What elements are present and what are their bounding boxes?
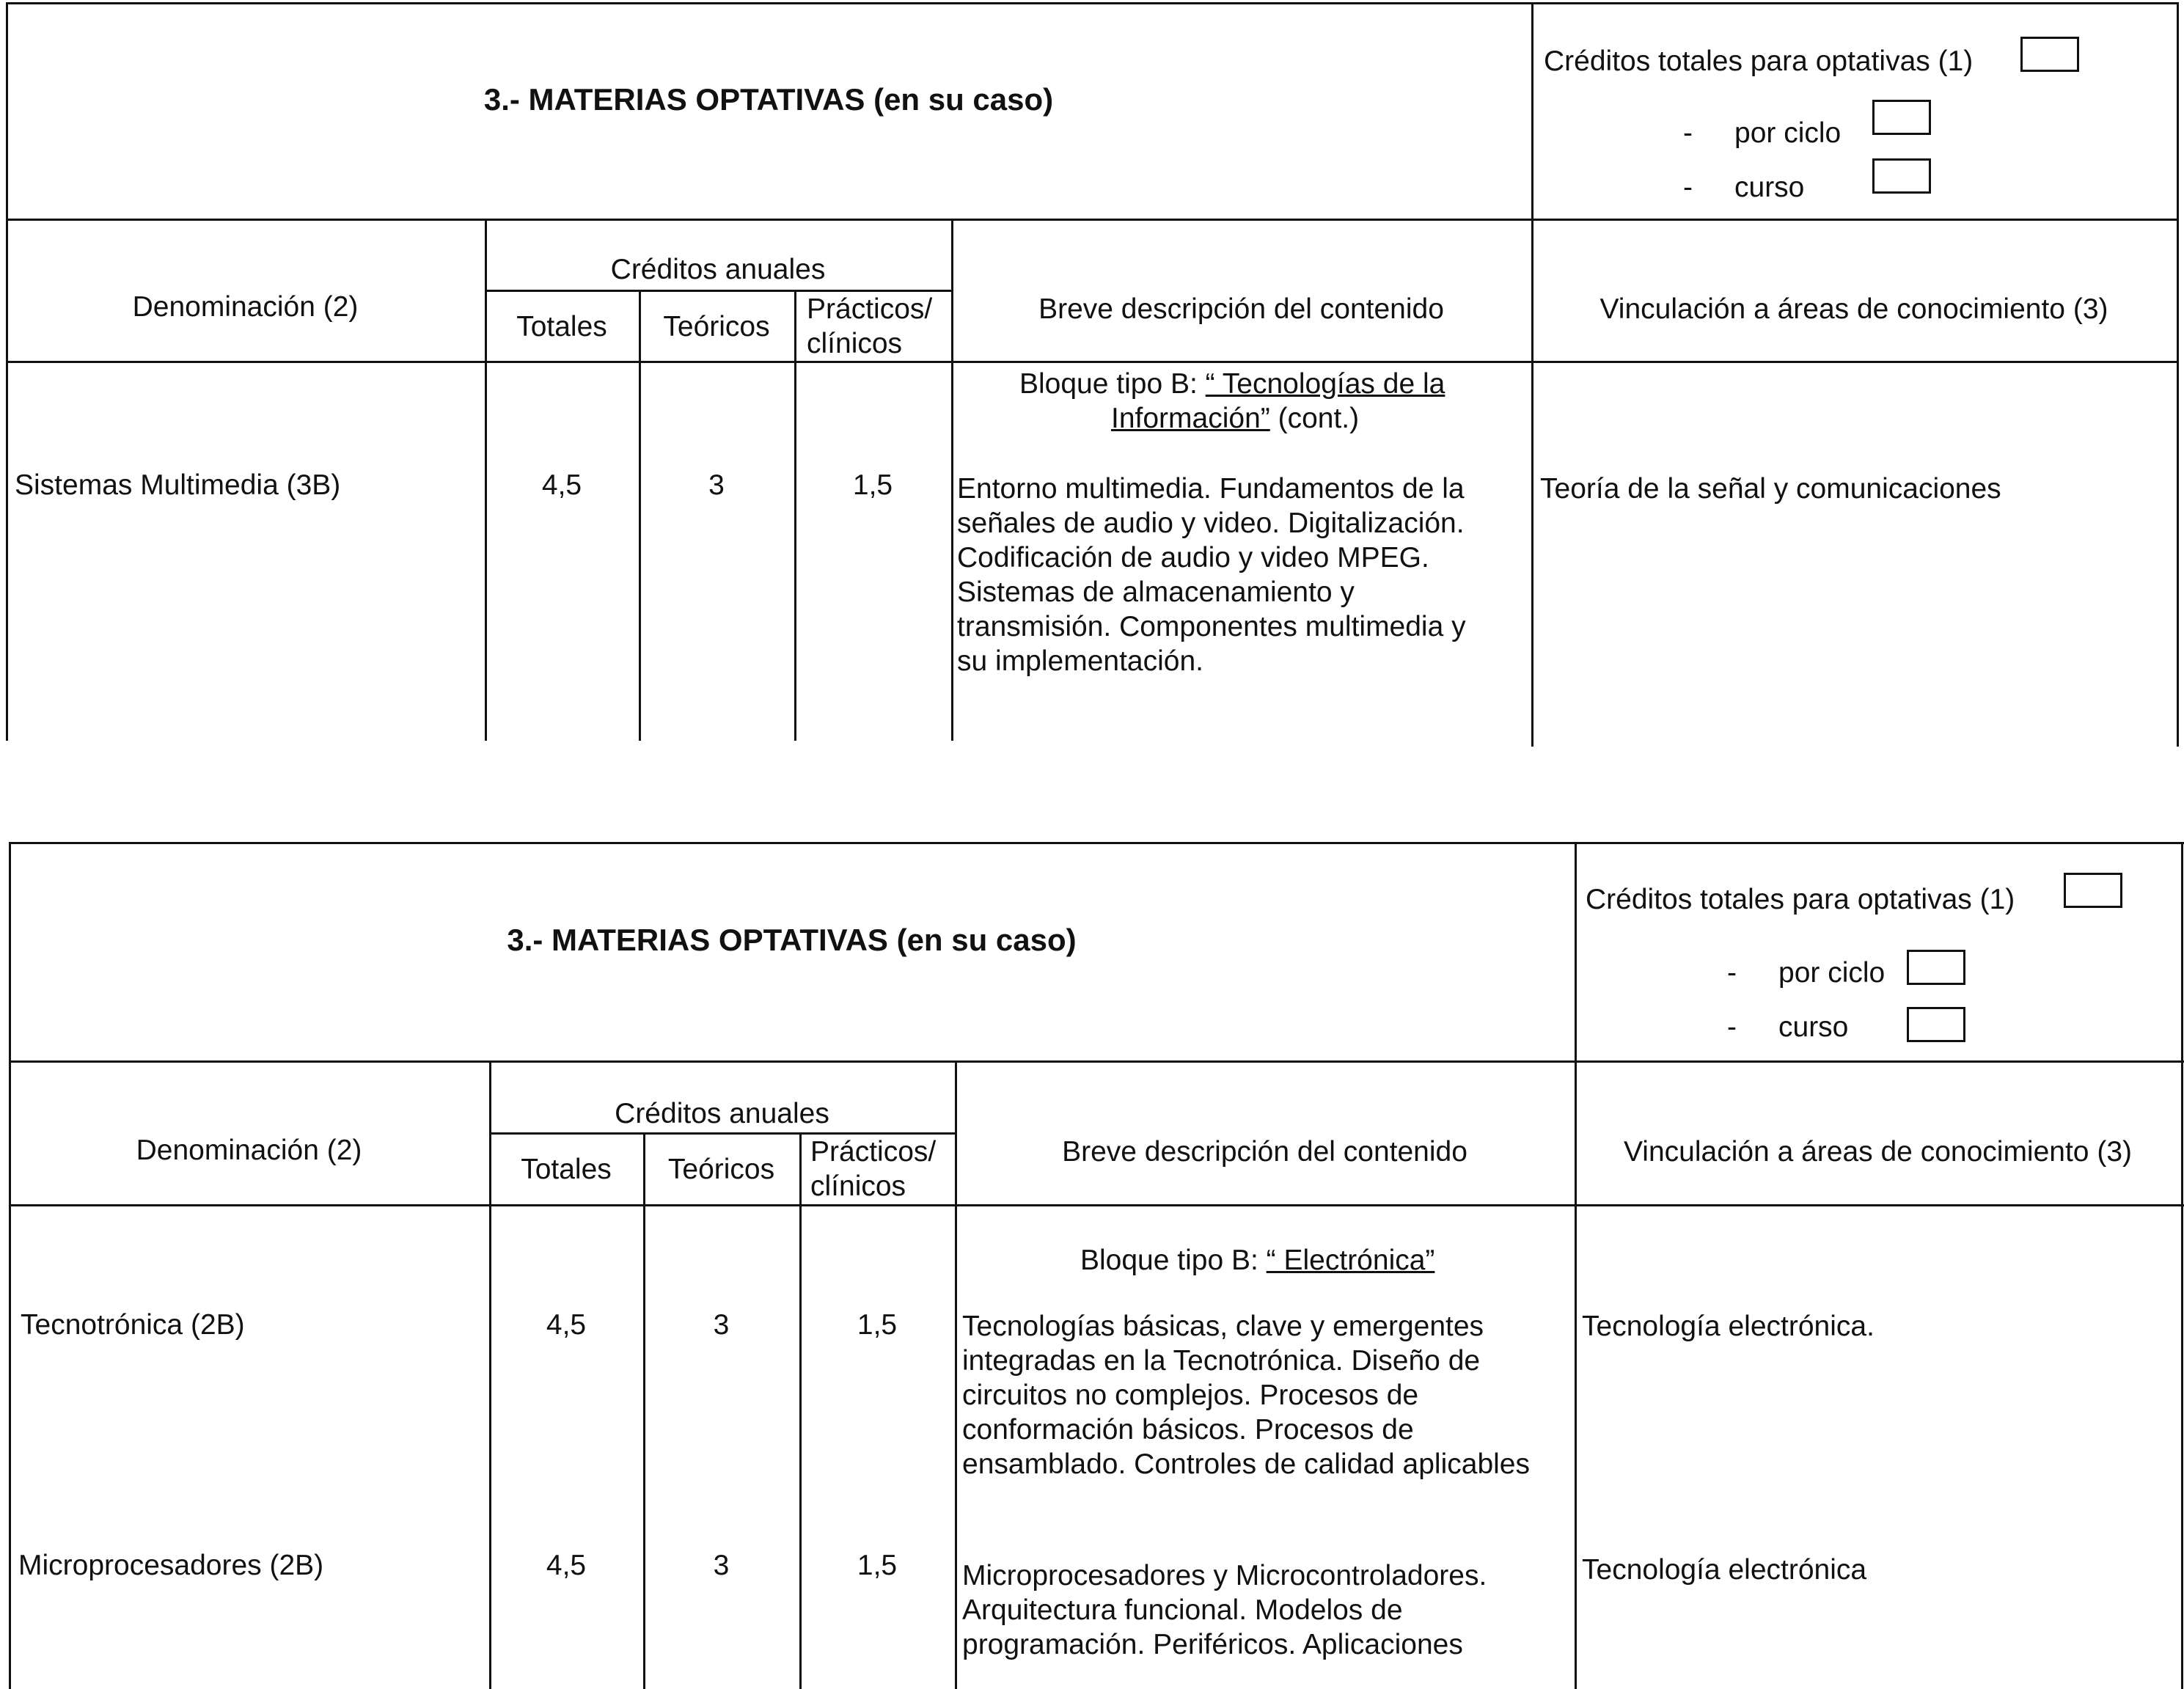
rule	[6, 219, 2178, 221]
header-clinicos: clínicos	[807, 328, 903, 359]
vinculacion: Tecnología electrónica.	[1582, 1311, 1875, 1342]
teoricos: 3	[713, 1309, 730, 1341]
header-vinculacion: Vinculación a áreas de conocimiento (3)	[1599, 293, 2108, 325]
header-creditos-anuales: Créditos anuales	[610, 254, 826, 285]
rule	[1575, 842, 1577, 1689]
header-practicos: Prácticos/	[810, 1136, 937, 1168]
descripcion	[962, 1558, 1487, 1662]
practicos: 1,5	[857, 1550, 898, 1581]
curso-box[interactable]	[1907, 1007, 1965, 1042]
header-descripcion: Breve descripción del contenido	[1062, 1136, 1467, 1168]
header-totales: Totales	[521, 1154, 612, 1185]
vinculacion: Teoría de la señal y comunicaciones	[1540, 473, 2001, 505]
descripcion-line: Codificación de audio y video MPEG.	[957, 542, 1429, 574]
header-practicos: Prácticos/	[807, 293, 933, 325]
denominacion: Sistemas Multimedia (3B)	[15, 469, 341, 501]
descripcion-line: Microprocesadores y Microcontroladores.	[962, 1560, 1487, 1591]
bloque-prefix: Bloque tipo B:	[1019, 368, 1206, 400]
curso-label: curso	[1734, 172, 1805, 203]
denominacion: Microprocesadores (2B)	[18, 1550, 324, 1581]
rule	[9, 1060, 2184, 1063]
por-ciclo-label: por ciclo	[1778, 957, 1886, 989]
bloque-name: “ Electrónica”	[1266, 1245, 1435, 1276]
rule	[6, 2, 2178, 4]
descripcion-line: programación. Periféricos. Aplicaciones	[962, 1629, 1463, 1660]
practicos: 1,5	[852, 469, 893, 501]
dash: -	[1727, 1011, 1737, 1043]
descripcion-line: transmisión. Componentes multimedia y	[957, 611, 1466, 642]
creditos-totales-box[interactable]	[2064, 873, 2122, 908]
rule	[9, 1204, 2184, 1206]
rule	[6, 361, 2178, 363]
bloque-heading-line2	[1111, 401, 1359, 436]
descripcion	[962, 1309, 1530, 1481]
descripcion-line: conformación básicos. Procesos de	[962, 1414, 1414, 1446]
dash: -	[1683, 172, 1693, 203]
header-teoricos: Teóricos	[663, 311, 770, 342]
teoricos: 3	[708, 469, 725, 501]
por-ciclo-label: por ciclo	[1734, 117, 1842, 149]
vinculacion: Tecnología electrónica	[1582, 1554, 1867, 1586]
bloque-cont: (cont.)	[1269, 403, 1360, 434]
rule	[9, 842, 2184, 844]
bloque-prefix: Bloque tipo B:	[1080, 1245, 1267, 1276]
header-teoricos: Teóricos	[667, 1154, 775, 1185]
denominacion: Tecnotrónica (2B)	[21, 1309, 245, 1341]
rule	[643, 1132, 645, 1689]
rule	[2181, 842, 2183, 1689]
dash: -	[1727, 957, 1737, 989]
dash: -	[1683, 117, 1693, 149]
descripcion-line: Arquitectura funcional. Modelos de	[962, 1594, 1403, 1626]
descripcion-line: Tecnologías básicas, clave y emergentes	[962, 1311, 1484, 1342]
rule	[799, 1132, 802, 1689]
header-totales: Totales	[516, 311, 607, 342]
totales: 4,5	[541, 469, 582, 501]
bloque-name-cont: Información”	[1111, 403, 1270, 434]
curso-box[interactable]	[1872, 158, 1931, 194]
creditos-totales-box[interactable]	[2020, 37, 2079, 72]
header-creditos-anuales: Créditos anuales	[615, 1098, 829, 1129]
rule	[794, 290, 796, 741]
descripcion-line: su implementación.	[957, 645, 1203, 677]
bloque-heading	[1080, 1243, 1434, 1278]
header-clinicos: clínicos	[810, 1170, 906, 1202]
descripcion-line: circuitos no complejos. Procesos de	[962, 1380, 1419, 1411]
totales: 4,5	[546, 1309, 587, 1341]
descripcion-line: Sistemas de almacenamiento y	[957, 576, 1355, 608]
descripcion-line: señales de audio y video. Digitalización.	[957, 508, 1465, 539]
bloque-heading-line1	[1019, 367, 1445, 401]
header-denominacion: Denominación (2)	[132, 291, 359, 323]
por-ciclo-box[interactable]	[1872, 100, 1931, 135]
rule	[2177, 2, 2179, 747]
creditos-totales-label: Créditos totales para optativas (1)	[1586, 884, 2015, 915]
creditos-totales-label: Créditos totales para optativas (1)	[1544, 45, 1974, 77]
descripcion	[957, 472, 1466, 678]
section-title: 3.- MATERIAS OPTATIVAS (en su caso)	[507, 923, 1077, 957]
descripcion-line: integradas en la Tecnotrónica. Diseño de	[962, 1345, 1481, 1377]
header-denominacion: Denominación (2)	[136, 1135, 362, 1166]
rule	[639, 290, 641, 741]
descripcion-line: Entorno multimedia. Fundamentos de la	[957, 473, 1465, 505]
rule	[1531, 2, 1533, 747]
header-vinculacion: Vinculación a áreas de conocimiento (3)	[1623, 1136, 2132, 1168]
teoricos: 3	[713, 1550, 730, 1581]
descripcion-line: ensamblado. Controles de calidad aplicables	[962, 1448, 1530, 1480]
bloque-name: “ Tecnologías de la	[1205, 368, 1445, 400]
por-ciclo-box[interactable]	[1907, 950, 1965, 985]
totales: 4,5	[546, 1550, 587, 1581]
curso-label: curso	[1778, 1011, 1849, 1043]
section-title: 3.- MATERIAS OPTATIVAS (en su caso)	[483, 82, 1054, 117]
header-descripcion: Breve descripción del contenido	[1038, 293, 1444, 325]
practicos: 1,5	[857, 1309, 898, 1341]
